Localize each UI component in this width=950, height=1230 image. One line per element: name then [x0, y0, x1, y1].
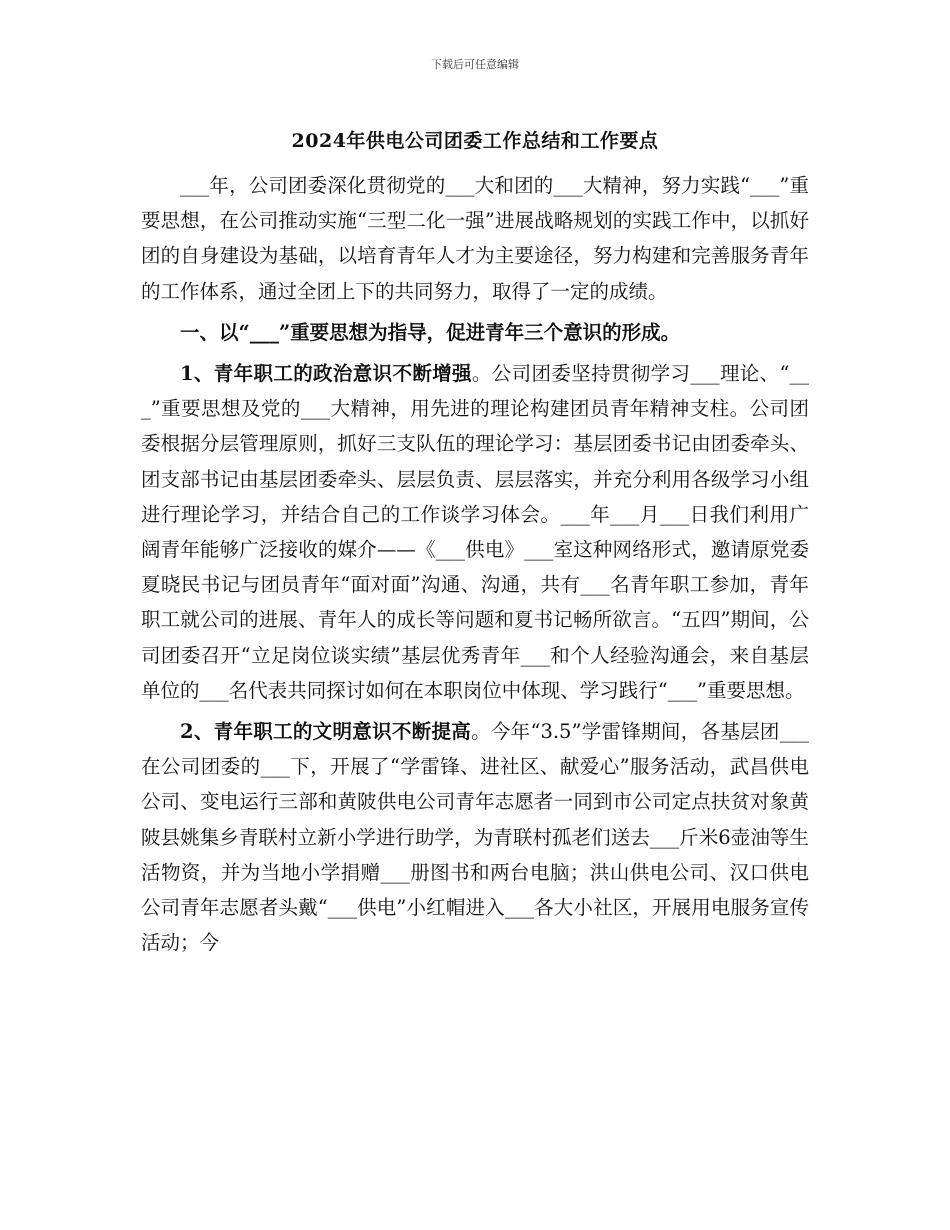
paragraph-item-1	[141, 356, 809, 708]
item-2-lead: 2、青年职工的文明意识不断提高	[180, 720, 472, 744]
intro-paragraph: ___年，公司团委深化贯彻党的___大和团的___大精神，努力实践“___”重要思想，在公司推动实施“三型二化一强”进展战略规划的实践工作中，以抓好团的自身建设为基础，以培育青年人才为主要途径，努力构建和完善服务青年的工作体系，通过全团上下的共同努力，取得了一定的成绩。	[141, 174, 809, 303]
document-title: 2024年供电公司团委工作总结和工作要点	[291, 130, 659, 152]
section-heading-1: 一、以“___”重要思想为指导，促进青年三个意识的形成。	[180, 320, 681, 344]
document-body	[141, 168, 809, 960]
item-1-lead: 1、青年职工的政治意识不断增强	[180, 362, 472, 386]
paragraph-item-2	[141, 714, 809, 960]
item-2-text: 。今年“3.5”学雷锋期间，各基层团___在公司团委的___下，开展了“学雷锋、进社区、献爱心”服务活动，武昌供电公司、变电运行三部和黄陂供电公司青年志愿者一同到市公司定点扶贫对象黄陂县姚集乡青联村立新小学进行助学，为青联村孤老们送去___斤米6壶油等生活物资，并为当地小学捐赠___册图书和两台电脑；洪山供电公司、汉口供电公司青年志愿者头戴“___供电”小红帽进入___各大小社区，开展用电服务宣传活动；今	[141, 720, 809, 955]
header-note: 下载后可任意编辑	[431, 58, 519, 71]
item-1-text: 。公司团委坚持贯彻学习___理论、“___”重要思想及党的___大精神，用先进的理论构建团员青年精神支柱。公司团委根据分层管理原则，抓好三支队伍的理论学习：基层团委书记由团委牵头、团支部书记由基层团委牵头、层层负责、层层落实，并充分利用各级学习小组进行理论学习，并结合自己的工作谈学习体会。___年___月___日我们利用广阔青年能够广泛接收的媒介——《___供电》___室这种网络形式，邀请原党委夏晓民书记与团员青年“面对面”沟通、沟通，共有___名青年职工参加，青年职工就公司的进展、青年人的成长等问题和夏书记畅所欲言。“五四”期间，公司团委召开“立足岗位谈实绩”基层优秀青年___和个人经验沟通会，来自基层单位的___名代表共同探讨如何在本职岗位中体现、学习践行“___”重要思想。	[141, 362, 809, 702]
